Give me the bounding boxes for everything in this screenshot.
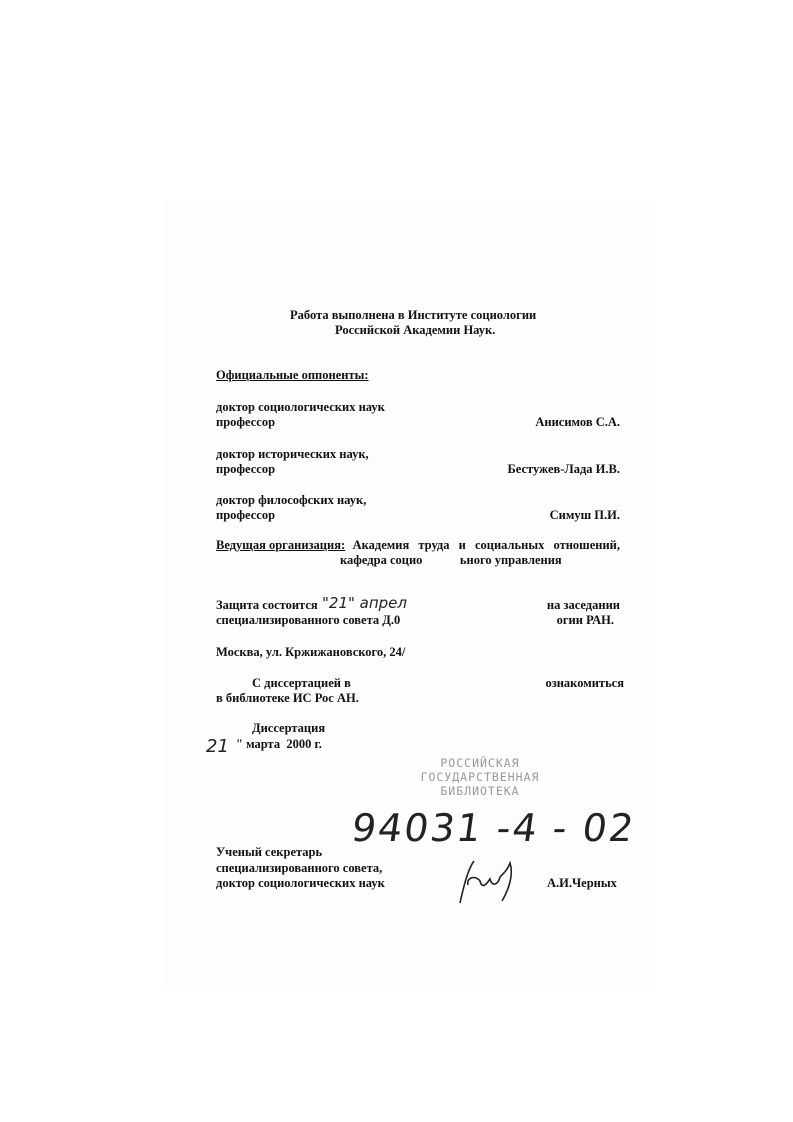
dispatch-line-1: Диссертация [252,721,326,735]
header-line-2: Российской Академии Наук. [335,323,496,337]
defense-line-1-end: на заседании [546,598,620,612]
leading-org-line-2: кафедра социо ьного управления [340,553,562,567]
opponent-3-degree: доктор философских наук, [216,493,367,507]
stamp-line: ГОСУДАРСТВЕННАЯ [420,770,540,784]
defense-prefix: Защита состоится [216,598,318,612]
stamp-line: РОССИЙСКАЯ [440,756,520,770]
library-line-1-start: С диссертацией в [252,676,351,690]
secretary-line-1: Ученый секретарь [216,845,323,859]
secretary-name: А.И.Черных [547,876,617,890]
handwritten-code: 94031 -4 - 02 [348,806,639,850]
defense-line-2-end: огии РАН. [556,613,614,627]
signature [452,855,524,907]
library-stamp [405,756,555,798]
library-line-2: в библиотеке ИС Рос АН. [216,691,359,705]
opponent-2-title: профессор [216,462,276,476]
opponent-2-degree: доктор исторических наук, [216,447,369,461]
opponents-heading: Официальные оппоненты: [216,368,369,382]
defense-line-2-start: специализированного совета Д.0 [216,613,401,627]
opponent-1-title: профессор [216,415,276,429]
opponent-3-name: Симуш П.И. [549,508,620,522]
stamp-line: БИБЛИОТЕКА [440,784,520,798]
opponent-1-degree: доктор социологических наук [216,400,385,414]
defense-address: Москва, ул. Кржижановского, 24/ [216,645,406,659]
header-line-1: Работа выполнена в Институте социологии [290,308,537,322]
library-line-1-end: ознакомиться [545,676,624,690]
dispatch-handwritten-day: 21 [206,736,229,757]
opponent-3-title: профессор [216,508,276,522]
opponent-1-name: Анисимов С.А. [535,415,620,429]
leading-org-label: Ведущая организация: [216,538,346,552]
leading-org-name: Академия труда и социальных отношений, [352,538,620,552]
secretary-line-2: специализированного совета, [216,861,383,875]
leading-org-line-1 [216,538,620,553]
opponent-2-name: Бестужев-Лада И.В. [507,462,620,476]
defense-handwritten-date: "21" апрел [322,594,407,612]
dispatch-date: " марта 2000 г. [236,737,322,751]
secretary-line-3: доктор социологических наук [216,876,385,890]
